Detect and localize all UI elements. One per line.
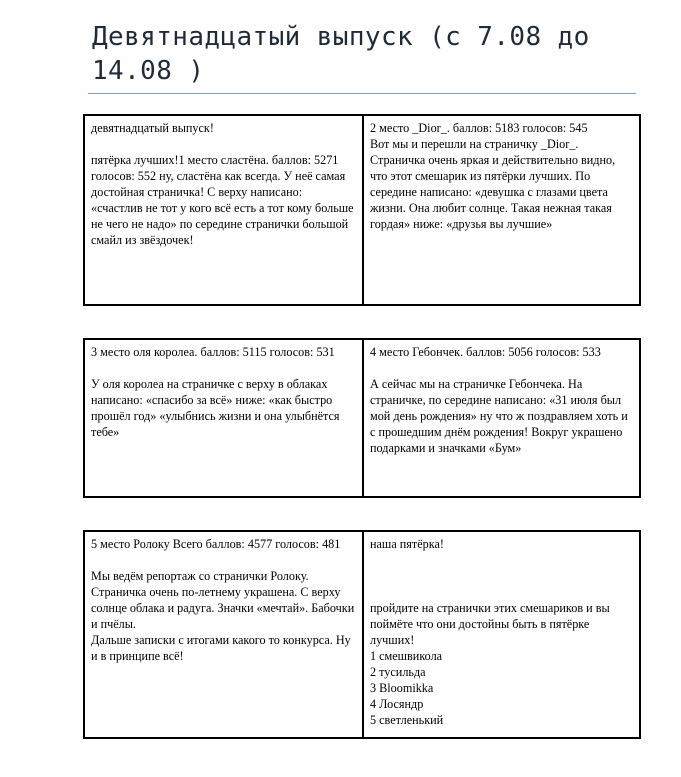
rating-table-2 (83, 338, 641, 498)
cell-body: Вот мы и перешли на страничку _Dior_. Страничка очень яркая и действительно видно, что этот смешарик из пятёрки лучших. По середине написано: «девушка с глазами цвета жизни. Она любит солнце. Такая нежная такая гордая» ниже: «друзья вы лучшие» (370, 137, 616, 231)
rating-table-3 (83, 530, 641, 739)
rating-table-1 (83, 114, 641, 306)
table-cell-place-1 (84, 115, 363, 305)
cell-body: пятёрка лучших!1 место сластёна. баллов: 5271 голосов: 552 ну, сластёна как всегда. У неё самая достойная страничка! С верху написано: «счастлив не тот у кого всё есть а тот кому больше не чего не надо» по середине странички большой смайл из звёздочек! (91, 153, 354, 247)
cell-header: 3 место оля королеа. баллов: 5115 голосов: 531 (91, 345, 335, 359)
cell-header: наша пятёрка! (370, 537, 444, 551)
cell-body: пройдите на странички этих смешариков и вы поймёте что они достойны быть в пятёрке лучших! 1 смешвикола 2 тусильда 3 Bloomikka 4 Лосяндр 5 светленький (370, 601, 610, 727)
page-title: Девятнадцатый выпуск (с 7.08 до 14.08 ) (92, 22, 590, 86)
title-underline (88, 93, 636, 94)
cell-header: 4 место Гебончек. баллов: 5056 голосов: 533 (370, 345, 601, 359)
cell-body: Мы ведём репортаж со странички Ролоку. Страничка очень по-летнему украшена. С верху солнце облака и радуга. Значки «мечтай». Бабочки и пчёлы. Дальше записки с итогами какого то конкурса. Ну и в принципе всё! (91, 569, 355, 663)
cell-header: девятнадцатый выпуск! (91, 121, 214, 135)
table-cell-top-five (363, 531, 640, 738)
table-cell-place-2 (363, 115, 640, 305)
cell-header: 2 место _Dior_. баллов: 5183 голосов: 545 (370, 121, 588, 135)
cell-body: А сейчас мы на страничке Гебончека. На страничке, по середине написано: «31 июля был мой день рождения» ну что ж поздравляем хоть и с прошедшим днём рождения! Вокруг украшено подарками и значками «Бум» (370, 377, 628, 455)
table-cell-place-4 (363, 339, 640, 497)
cell-header: 5 место Ролоку Всего баллов: 4577 голосов: 481 (91, 537, 341, 551)
table-cell-place-5 (84, 531, 363, 738)
table-cell-place-3 (84, 339, 363, 497)
cell-body: У оля королеа на страничке с верху в облаках написано: «спасибо за всё» ниже: «как быстро прошёл год» «улыбнись жизни и она улыбнётся тебе» (91, 377, 340, 439)
